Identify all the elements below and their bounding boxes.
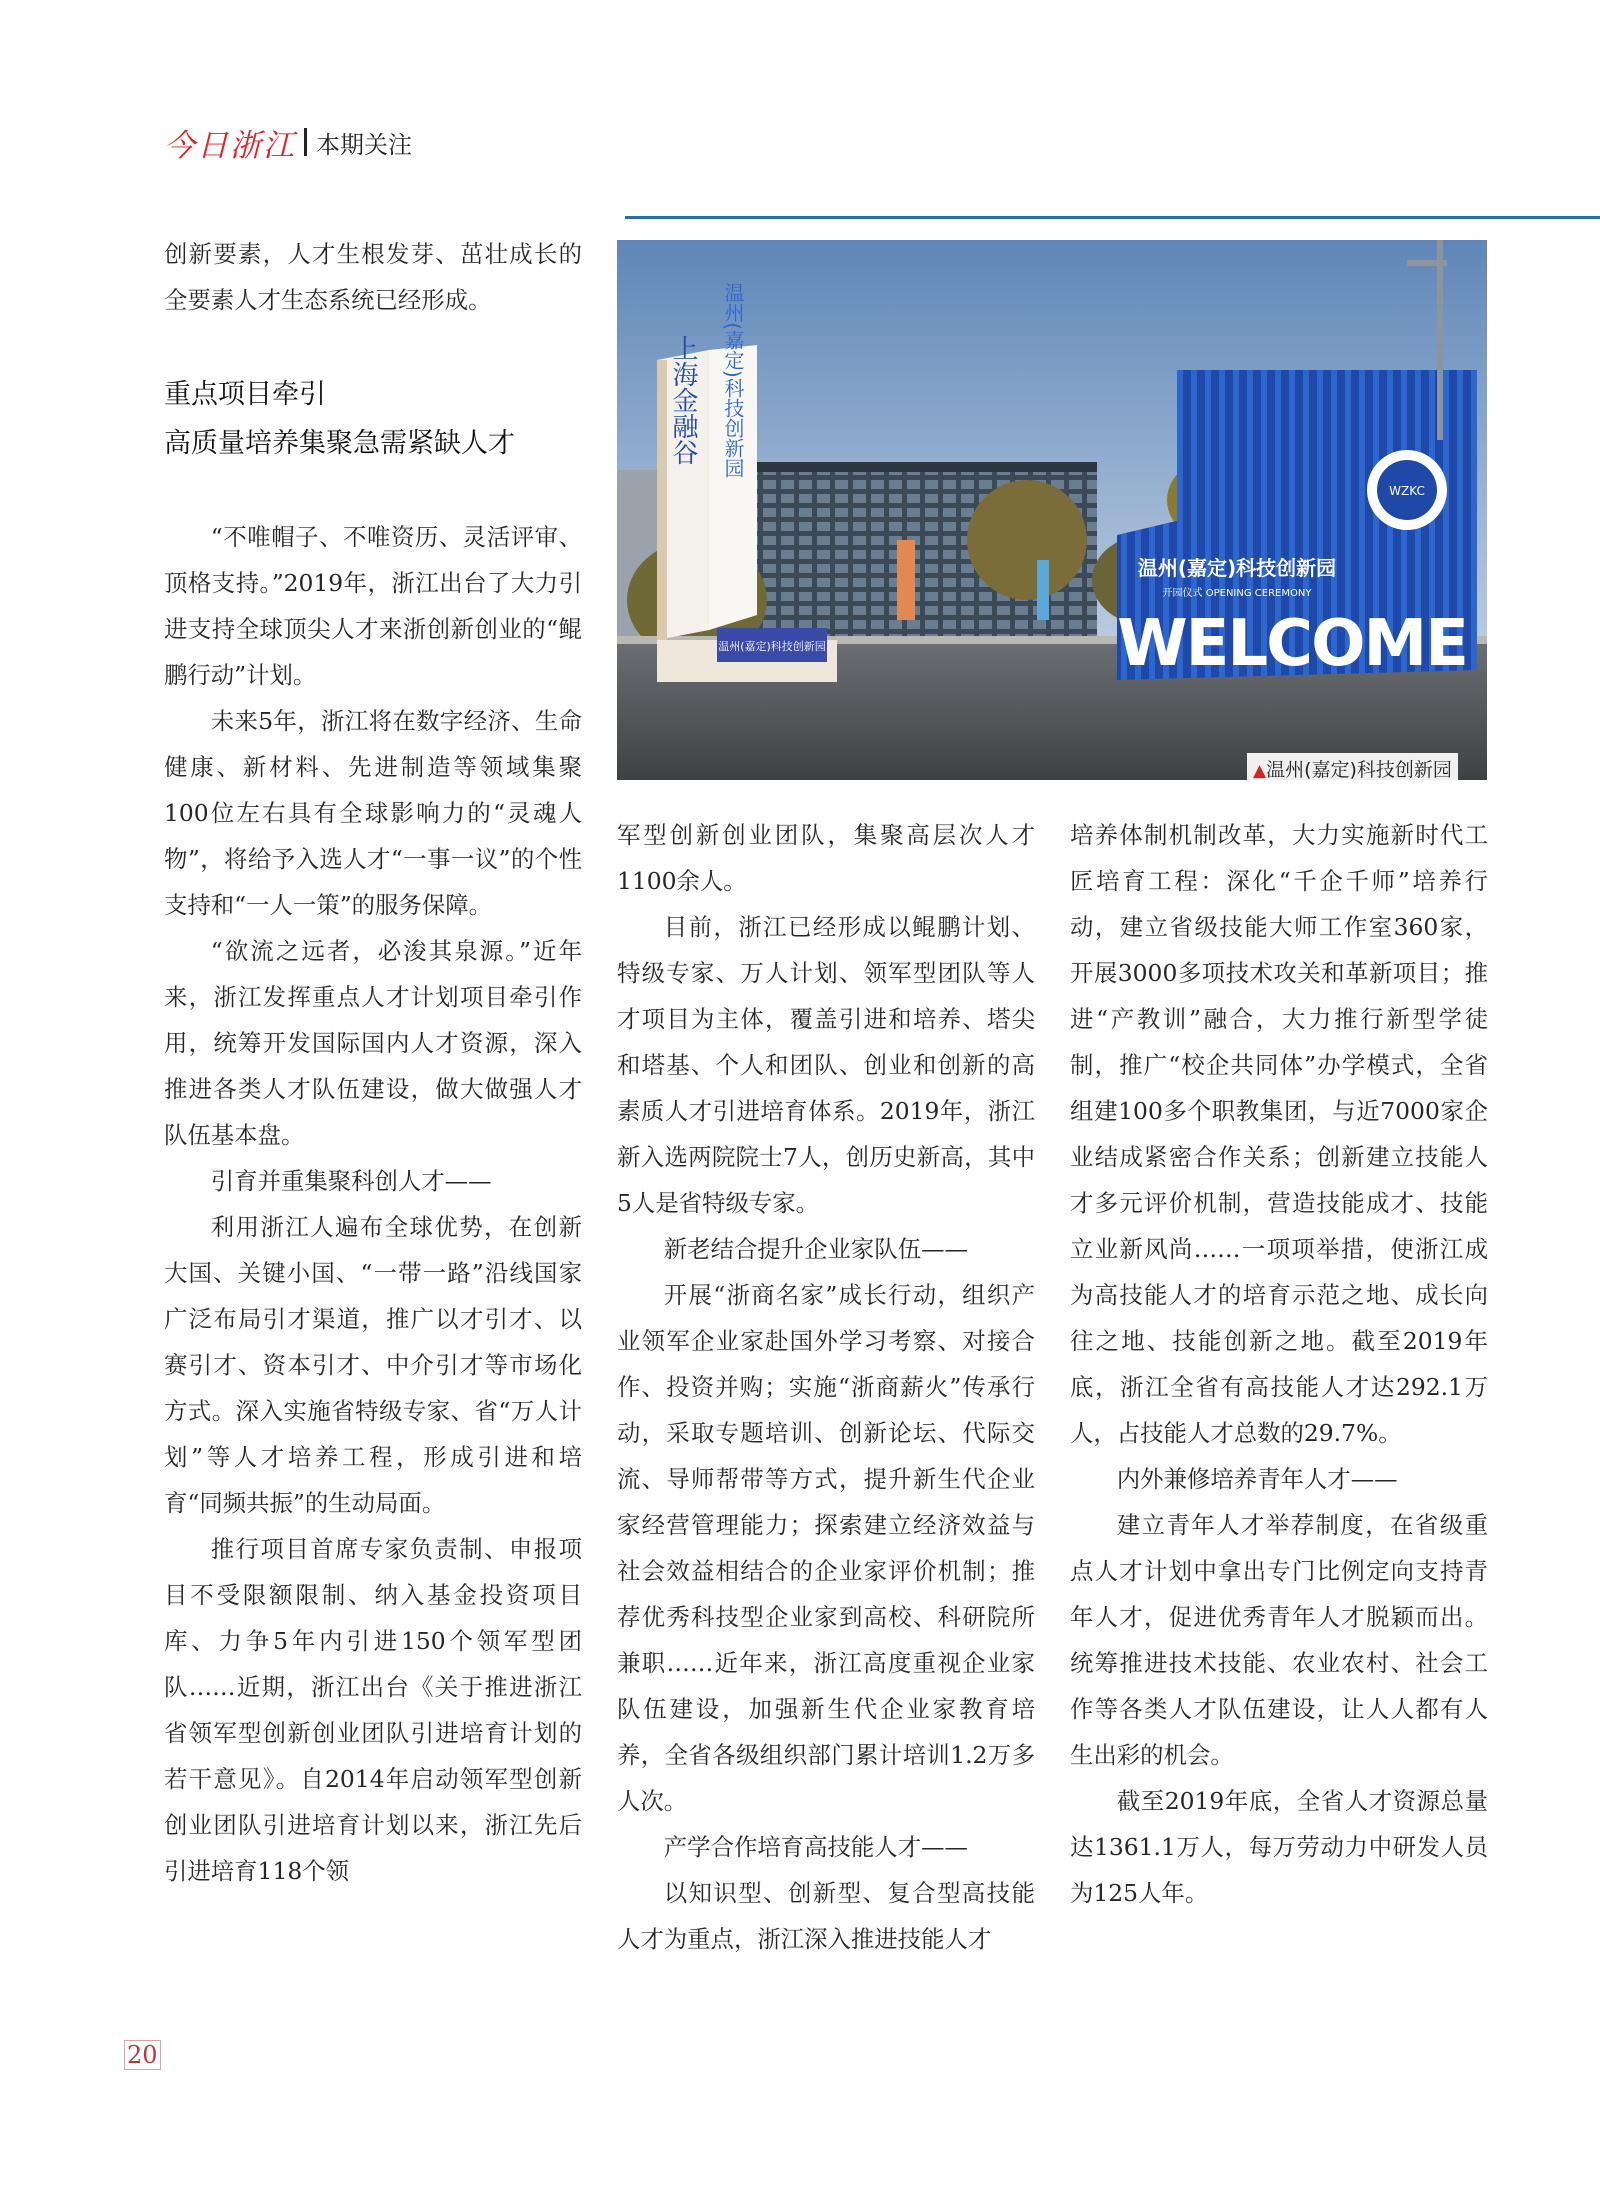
paragraph: 军型创新创业团队，集聚高层次人才1100余人。: [617, 821, 1035, 895]
page-header: [164, 122, 412, 162]
page-number: 20: [124, 2040, 161, 2070]
text-column-3: [1070, 812, 1488, 1916]
paragraph: 培养体制机制改革，大力实施新时代工匠培育工程：深化“千企千师”培养行动，建立省级技能大师工作室360家，开展3000多项技术攻关和革新项目；推进“产教训”融合，大力推行新型学徒制，推广“校企共同体”办学模式，全省组建100多个职教集团，与近7000家企业结成紧密合作关系；创新建立技能人才多元评价机制，营造技能成才、技能立业新风尚……一项项举措，使浙江成为高技能人才的培育示范之地、成长向往之地、技能创新之地。截至2019年底，浙江全省有高技能人才达292.1万人，占技能人才总数的29.7%。: [1070, 821, 1488, 1447]
caption-triangle-icon: ▲: [1253, 761, 1267, 781]
header-rule: [625, 216, 1600, 219]
photo-caption: [1247, 753, 1458, 784]
welcome-sign: WELCOME: [1117, 607, 1467, 681]
wzkc-badge: WZKC: [1389, 484, 1425, 498]
paragraph: 未来5年，浙江将在数字经济、生命健康、新材料、先进制造等领域集聚100位左右具有全球影响力的“灵魂人物”，将给予入选人才“一事一议”的个性支持和“一人一策”的服务保障。: [164, 707, 582, 919]
subheading: 产学合作培育高技能人才——: [663, 1833, 968, 1861]
sign-base: 温州(嘉定)科技创新园: [718, 640, 826, 653]
section-heading-line-1: 重点项目牵引: [164, 379, 326, 410]
text-column-1-body: [164, 514, 582, 1894]
text-column-1: [164, 231, 582, 323]
sign-vertical-right: 温州(嘉定)科技创新园: [721, 282, 745, 478]
banner-subtitle: 开园仪式 OPENING CEREMONY: [1162, 588, 1312, 599]
paragraph: 创新要素，人才生根发芽、茁壮成长的全要素人才生态系统已经形成。: [164, 240, 582, 314]
paragraph: 截至2019年底，全省人才资源总量达1361.1万人，每万劳动力中研发人员为125人年。: [1070, 1787, 1488, 1907]
caption-text: 温州(嘉定)科技创新园: [1266, 759, 1452, 781]
section-heading-line-2: 高质量培养集聚急需紧缺人才: [164, 428, 515, 459]
sign-vertical-left: 上海金融谷: [668, 335, 698, 465]
header-divider: [304, 128, 307, 156]
paragraph: 开展“浙商名家”成长行动，组织产业领军企业家赴国外学习考察、对接合作、投资并购；实施“浙商薪火”传承行动，采取专题培训、创新论坛、代际交流、导师帮带等方式，提升新生代企业家经营管理能力；探索建立经济效益与社会效益相结合的企业家评价机制；推荐优秀科技型企业家到高校、科研院所兼职……近年来，浙江高度重视企业家队伍建设，加强新生代企业家教育培养，全省各级组织部门累计培训1.2万多人次。: [617, 1281, 1035, 1815]
paragraph: 推行项目首席专家负责制、申报项目不受限额限制、纳入基金投资项目库、力争5年内引进150个领军型团队……近期，浙江出台《关于推进浙江省领军型创新创业团队引进培育计划的若干意见》。自2014年启动领军型创新创业团队引进培育计划以来，浙江先后引进培育118个领: [164, 1535, 582, 1885]
banner-title: 温州(嘉定)科技创新园: [1137, 556, 1337, 580]
paragraph: 以知识型、创新型、复合型高技能人才为重点，浙江深入推进技能人才: [617, 1879, 1035, 1953]
article-photo: [617, 240, 1487, 780]
section-name: 本期关注: [316, 130, 412, 159]
text-column-2: [617, 812, 1035, 1962]
paragraph: 目前，浙江已经形成以鲲鹏计划、特级专家、万人计划、领军型团队等人才项目为主体，覆盖引进和培养、塔尖和塔基、个人和团队、创业和创新的高素质人才引进培育体系。2019年，浙江新入选两院院士7人，创历史新高，其中5人是省特级专家。: [617, 913, 1035, 1217]
paragraph: “欲流之远者，必浚其泉源。”近年来，浙江发挥重点人才计划项目牵引作用，统筹开发国际国内人才资源，深入推进各类人才队伍建设，做大做强人才队伍基本盘。: [164, 937, 582, 1149]
paragraph: 建立青年人才举荐制度，在省级重点人才计划中拿出专门比例定向支持青年人才，促进优秀青年人才脱颖而出。统筹推进技术技能、农业农村、社会工作等各类人才队伍建设，让人人都有人生出彩的机会。: [1070, 1511, 1488, 1769]
subheading: 引育并重集聚科创人才——: [210, 1167, 492, 1195]
paragraph: 利用浙江人遍布全球优势，在创新大国、关键小国、“一带一路”沿线国家广泛布局引才渠道，推广以才引才、以赛引才、资本引才、中介引才等市场化方式。深入实施省特级专家、省“万人计划”等人才培养工程，形成引进和培育“同频共振”的生动局面。: [164, 1213, 582, 1517]
paragraph: “不唯帽子、不唯资历、灵活评审、顶格支持。”2019年，浙江出台了大力引进支持全球顶尖人才来浙创新创业的“鲲鹏行动”计划。: [164, 523, 582, 689]
magazine-logo: 今日浙江: [164, 127, 296, 164]
subheading: 新老结合提升企业家队伍——: [663, 1235, 968, 1263]
subheading: 内外兼修培养青年人才——: [1116, 1465, 1398, 1493]
